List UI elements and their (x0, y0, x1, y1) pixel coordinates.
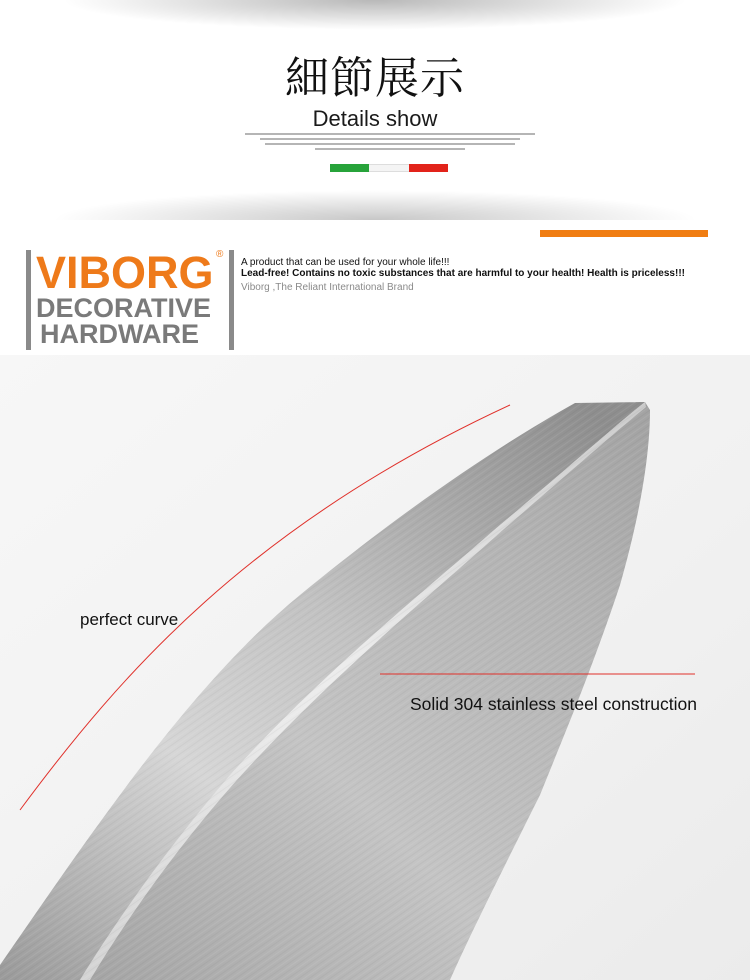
logo-left-bar (26, 250, 31, 350)
header-bottom-shadow (50, 190, 700, 220)
section-title-chinese: 細節展示 (285, 53, 465, 104)
flag-green-band (330, 164, 369, 172)
tagline-lifetime: A product that can be used for your whole life!!! (241, 257, 450, 268)
viborg-logo (26, 247, 234, 350)
decorative-fine-print (240, 133, 540, 153)
details-header (0, 0, 750, 215)
logo-hardware-text: HARDWARE (40, 319, 199, 349)
logo-decorative-text: DECORATIVE (36, 293, 212, 323)
italian-flag-stripe (330, 164, 448, 172)
section-title-english: Details show (312, 106, 438, 131)
logo-brand-name: VIBORG (36, 247, 214, 298)
logo-right-bar (229, 250, 234, 350)
handle-detail-image (0, 355, 750, 980)
logo-registered-mark: ® (216, 249, 224, 260)
header-top-shadow (60, 0, 690, 30)
material-callout-label: Solid 304 stainless steel construction (410, 694, 697, 714)
flag-red-band (409, 164, 448, 172)
curve-callout-label: perfect curve (80, 610, 179, 629)
tagline-lead-free: Lead-free! Contains no toxic substances that are harmful to your health! Health is priceless!!! (241, 268, 685, 279)
tagline-brand: Viborg ,The Reliant International Brand (241, 282, 414, 293)
brushed-steel-handle (0, 355, 750, 980)
orange-accent-bar (540, 230, 708, 237)
flag-white-band (369, 164, 408, 172)
